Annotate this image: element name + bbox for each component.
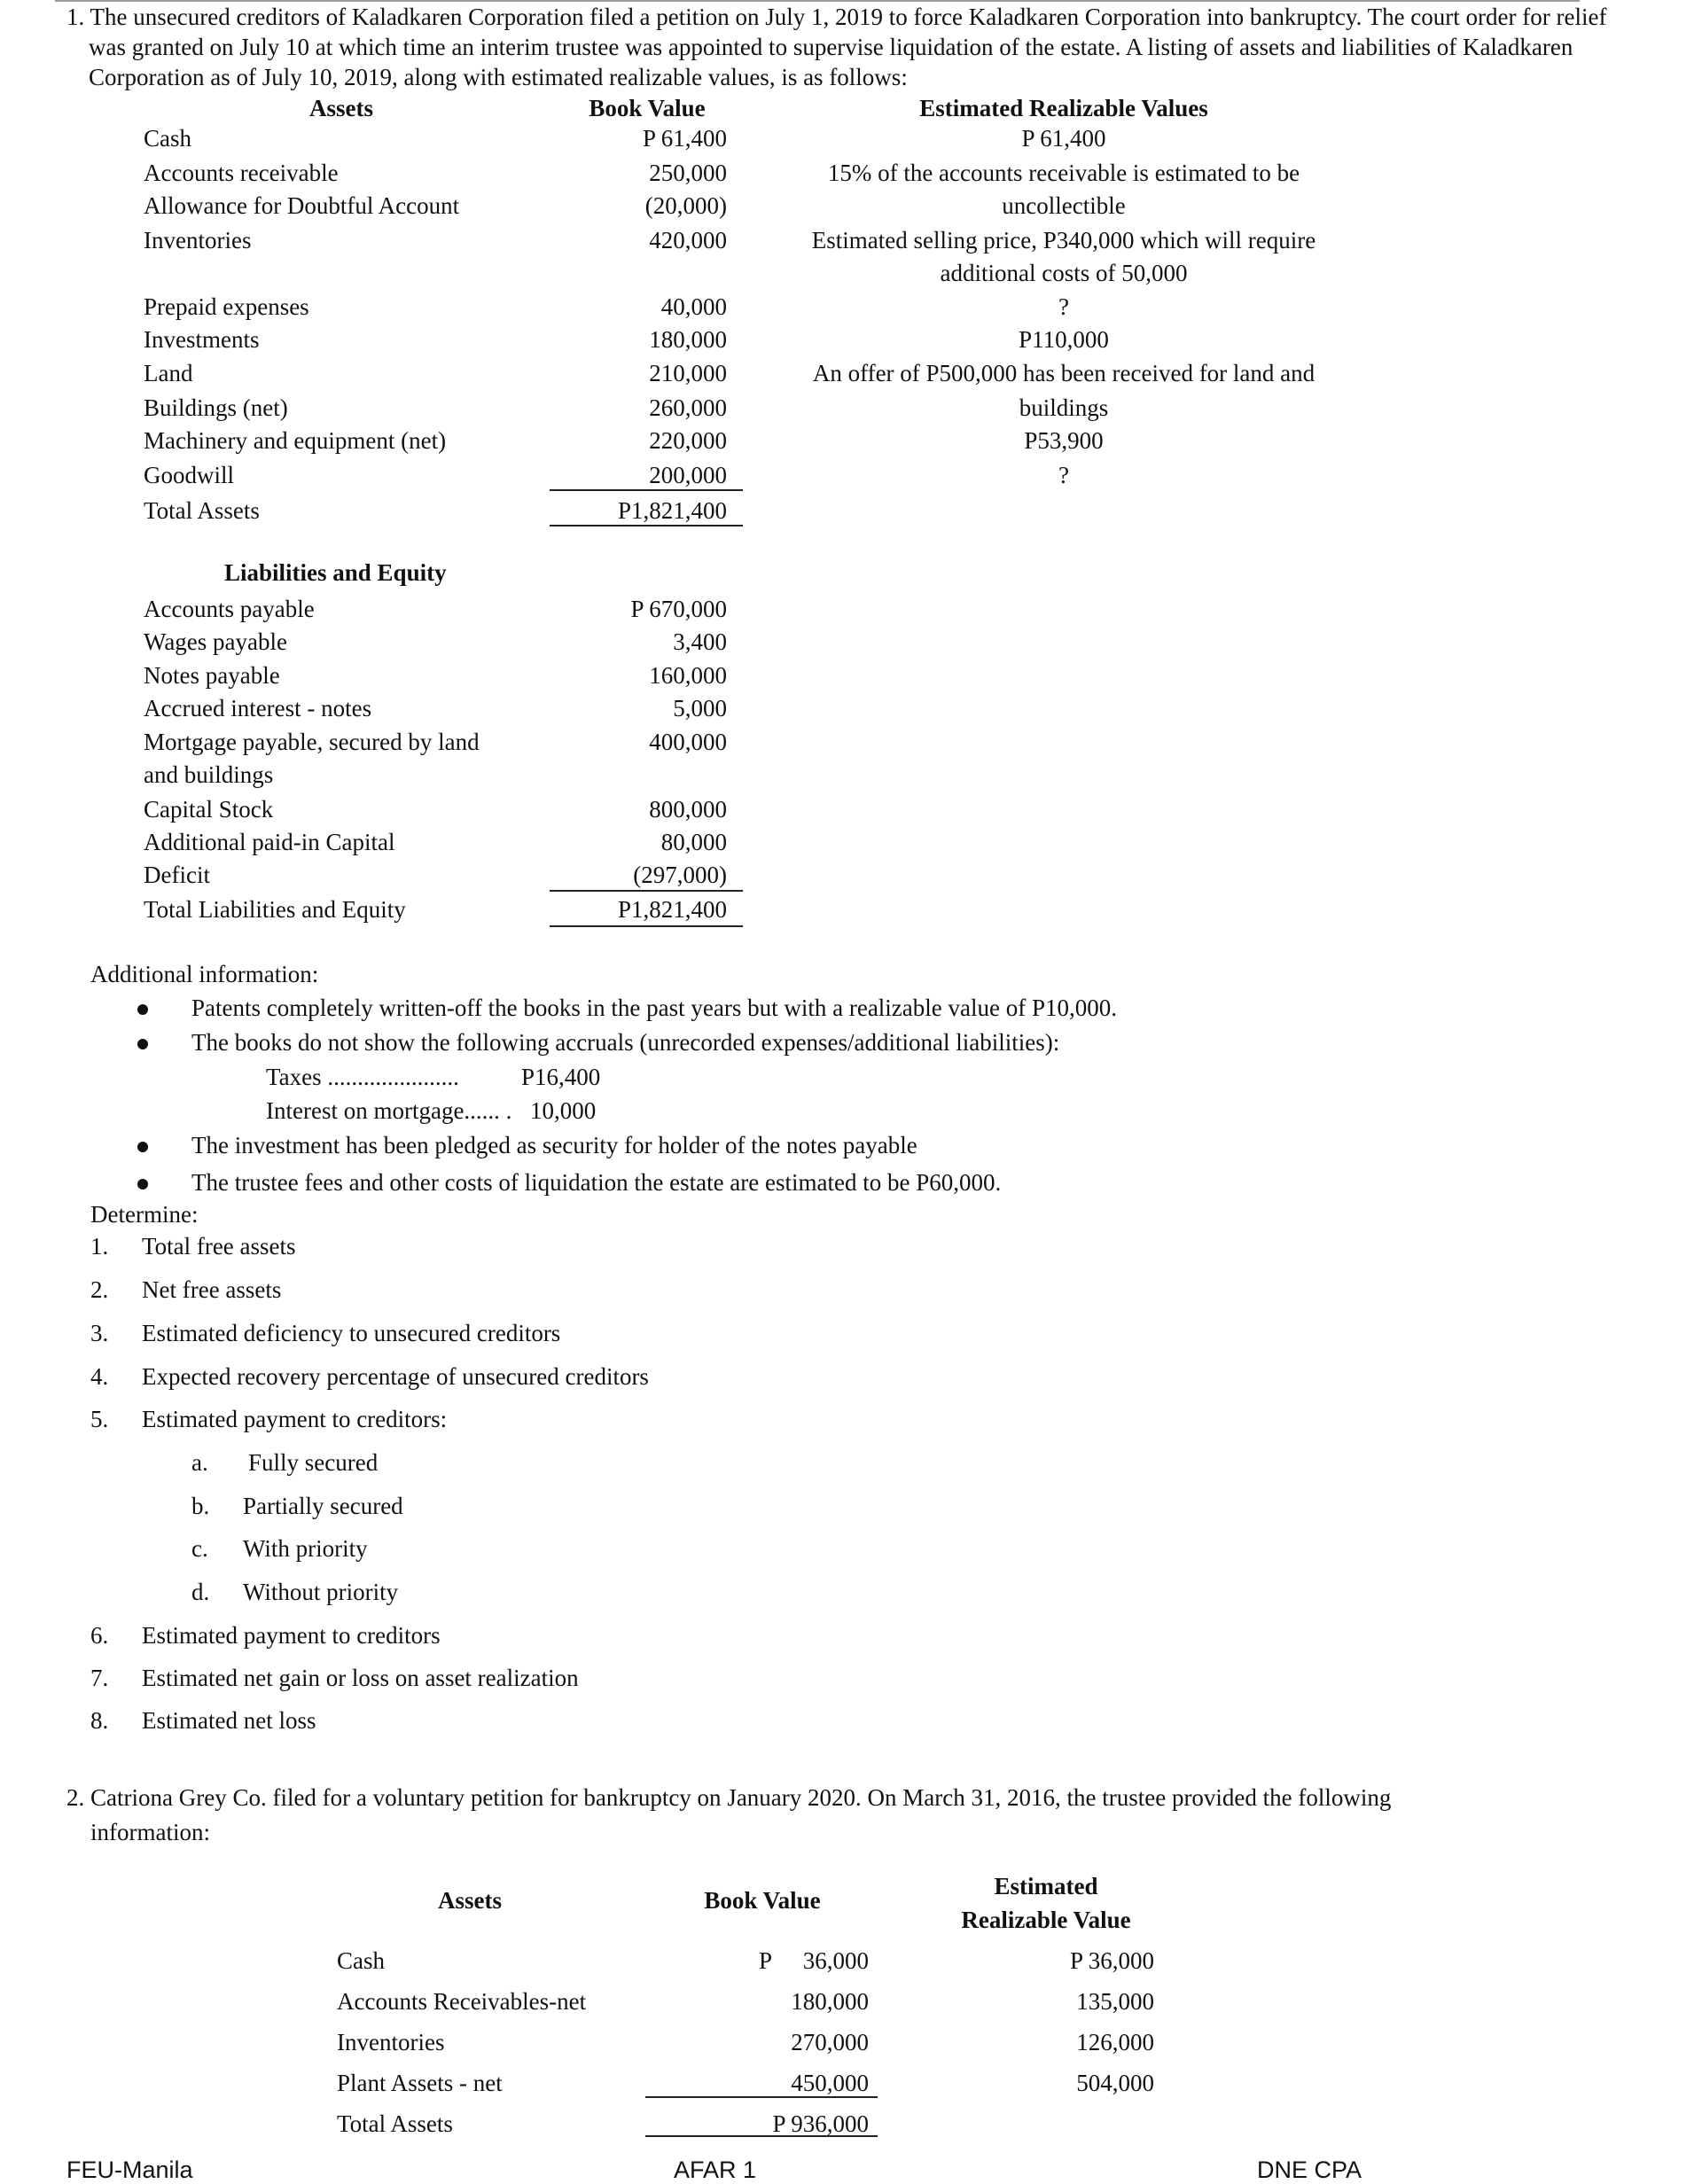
liability-name: Wages payable — [144, 628, 287, 655]
liability-book-value: 5,000 — [673, 695, 727, 722]
asset-name: Buildings (net) — [144, 394, 288, 421]
liability-name: Deficit — [144, 862, 210, 888]
p2-realizable-value: 504,000 — [1076, 2070, 1154, 2096]
asset-realizable-value: An offer of P500,000 has been received for land and — [812, 360, 1316, 386]
asset-book-value: 260,000 — [649, 394, 727, 421]
asset-name: Machinery and equipment (net) — [144, 427, 447, 454]
liability-book-value: 3,400 — [673, 628, 727, 655]
determine-number: 5. — [90, 1406, 109, 1432]
asset-name: Accounts receivable — [144, 160, 339, 186]
asset-name: Land — [144, 360, 193, 386]
problem-2-intro-line-1: 2. Catriona Grey Co. filed for a voluntary petition for bankruptcy on January 2020. On March 31, 2016, the trustee provided the following — [66, 1784, 1392, 1811]
liability-book-value: P1,821,400 — [617, 896, 727, 923]
additional-item-1: Patents completely written-off the books in the past years but with a realizable value of P10,000. — [191, 994, 1117, 1021]
determine-number: 2. — [90, 1276, 109, 1303]
asset-name: Investments — [144, 326, 260, 353]
liability-book-value: (297,000) — [633, 862, 727, 888]
asset-realizable-value: P53,900 — [1024, 427, 1104, 454]
asset-realizable-value: buildings — [1019, 394, 1109, 421]
asset-realizable-value: Estimated selling price, P340,000 which will require — [811, 227, 1316, 254]
determine-number: 8. — [90, 1707, 109, 1734]
liability-name: Mortgage payable, secured by land — [144, 729, 480, 755]
p2-asset-name: Cash — [337, 1947, 385, 1974]
total-liab-rule-top — [550, 890, 743, 892]
determine-item: Estimated net loss — [142, 1707, 316, 1734]
p2-total-rule-bottom — [645, 2135, 878, 2137]
asset-name: Goodwill — [144, 462, 235, 488]
sub-item: Without priority — [243, 1579, 399, 1605]
total-assets-rule-top — [550, 489, 743, 491]
sub-letter: a. — [191, 1449, 208, 1476]
liability-book-value: P 670,000 — [630, 596, 727, 622]
problem-2-intro-line-2: information: — [90, 1819, 210, 1845]
p2-asset-name: Inventories — [337, 2029, 445, 2055]
accrual-taxes-value: P16,400 — [521, 1064, 601, 1090]
p2-asset-name: Accounts Receivables-net — [337, 1988, 587, 2015]
liability-name: Total Liabilities and Equity — [144, 896, 406, 923]
asset-realizable-value: additional costs of 50,000 — [940, 260, 1188, 286]
total-assets-rule-bottom — [550, 525, 743, 526]
liabilities-equity-header: Liabilities and Equity — [224, 559, 447, 586]
total-liab-rule-bottom — [550, 925, 743, 927]
sub-letter: b. — [191, 1493, 210, 1519]
footer-center: AFAR 1 — [674, 2157, 757, 2183]
determine-number: 3. — [90, 1320, 109, 1346]
p2-erv-header-line-1: Estimated — [994, 1873, 1098, 1899]
problem-1-intro: 1. The unsecured creditors of Kaladkaren Corporation filed a petition on July 1, 2019 to force Kaladkaren Corporation into bankruptcy. The court order for relief was granted on July 10 at which time an interim trustee was appointed to supervise liquidation of the estate. A listing of assets and liabilities of Kaladkaren Corporation as of July 10, 2019, along with estimated realizable values, is as follows: — [66, 4, 1607, 90]
bullet-2 — [137, 1039, 148, 1049]
accrual-taxes-label: Taxes ...................... — [266, 1064, 459, 1090]
determine-item: Estimated net gain or loss on asset realization — [142, 1665, 579, 1691]
liability-name: Accrued interest - notes — [144, 695, 372, 722]
liability-name: Additional paid-in Capital — [144, 829, 395, 855]
p2-asset-name: Plant Assets - net — [337, 2070, 503, 2096]
liability-name: Accounts payable — [144, 596, 315, 622]
determine-item: Total free assets — [142, 1233, 296, 1260]
p2-book-value: P 936,000 — [772, 2110, 869, 2137]
asset-book-value: 250,000 — [649, 160, 727, 186]
p2-book-value: 270,000 — [791, 2029, 869, 2055]
asset-name: Allowance for Doubtful Account — [144, 192, 460, 219]
p2-book-value: 180,000 — [791, 1988, 869, 2015]
determine-item: Estimated payment to creditors: — [142, 1406, 448, 1432]
asset-realizable-value: uncollectible — [1002, 192, 1126, 219]
p2-realizable-value: 126,000 — [1076, 2029, 1154, 2055]
determine-number: 7. — [90, 1665, 109, 1691]
asset-book-value: 40,000 — [660, 293, 727, 320]
p2-realizable-value: 135,000 — [1076, 1988, 1154, 2015]
p2-erv-header-line-2: Realizable Value — [961, 1907, 1131, 1933]
determine-item: Expected recovery percentage of unsecured creditors — [142, 1363, 649, 1390]
determine-item: Net free assets — [142, 1276, 282, 1303]
p2-assets-header: Assets — [438, 1887, 502, 1914]
sub-item: Partially secured — [243, 1493, 403, 1519]
sub-letter: d. — [191, 1579, 210, 1605]
p2-book-value-header: Book Value — [704, 1887, 821, 1914]
sub-letter: c. — [191, 1535, 208, 1562]
bullet-1 — [137, 1004, 148, 1015]
footer-right: DNE CPA — [1257, 2157, 1362, 2183]
accrual-interest-value: 10,000 — [530, 1097, 597, 1124]
p2-realizable-value: P 36,000 — [1069, 1947, 1154, 1974]
determine-number: 4. — [90, 1363, 109, 1390]
liability-book-value: 400,000 — [649, 729, 727, 755]
sub-item: Fully secured — [248, 1449, 379, 1476]
asset-realizable-value: ? — [1058, 462, 1069, 488]
liability-name: Capital Stock — [144, 796, 274, 823]
asset-name: Total Assets — [144, 497, 260, 524]
asset-book-value: 420,000 — [649, 227, 727, 254]
assets-header: Assets — [309, 95, 373, 121]
determine-item: Estimated payment to creditors — [142, 1622, 441, 1649]
determine-item: Estimated deficiency to unsecured creditors — [142, 1320, 561, 1346]
additional-info-label: Additional information: — [90, 961, 319, 987]
liability-book-value: 80,000 — [660, 829, 727, 855]
footer-left: FEU-Manila — [66, 2157, 193, 2183]
asset-realizable-value: P110,000 — [1019, 326, 1109, 353]
bullet-3 — [137, 1142, 148, 1152]
additional-item-3: The investment has been pledged as security for holder of the notes payable — [191, 1132, 917, 1158]
liability-name: and buildings — [144, 761, 274, 788]
book-value-header: Book Value — [589, 95, 706, 121]
p2-book-value: 36,000 — [802, 1947, 869, 1974]
accrual-interest-label: Interest on mortgage...... . — [266, 1097, 512, 1124]
liability-book-value: 800,000 — [649, 796, 727, 823]
determine-number: 6. — [90, 1622, 109, 1649]
bullet-4 — [137, 1179, 148, 1190]
asset-realizable-value: P 61,400 — [1021, 125, 1106, 152]
asset-name: Prepaid expenses — [144, 293, 309, 320]
additional-item-4: The trustee fees and other costs of liquidation the estate are estimated to be P60,000. — [191, 1169, 1002, 1196]
determine-number: 1. — [90, 1233, 109, 1260]
liability-name: Notes payable — [144, 662, 280, 689]
p2-book-value: 450,000 — [791, 2070, 869, 2096]
p2-total-rule-top — [645, 2096, 878, 2098]
p2-asset-name: Total Assets — [337, 2110, 453, 2137]
asset-book-value: P 61,400 — [642, 125, 727, 152]
sub-item: With priority — [243, 1535, 368, 1562]
asset-book-value: 210,000 — [649, 360, 727, 386]
asset-book-value: P1,821,400 — [617, 497, 727, 524]
asset-realizable-value: ? — [1058, 293, 1069, 320]
asset-book-value: (20,000) — [644, 192, 727, 219]
p2-currency-prefix: P — [759, 1947, 773, 1974]
additional-item-2: The books do not show the following accruals (unrecorded expenses/additional liabilities): — [191, 1029, 1060, 1056]
asset-book-value: 220,000 — [649, 427, 727, 454]
liability-book-value: 160,000 — [649, 662, 727, 689]
asset-realizable-value: 15% of the accounts receivable is estimated to be — [827, 160, 1300, 186]
asset-name: Cash — [144, 125, 191, 152]
asset-book-value: 200,000 — [649, 462, 727, 488]
realizable-values-header: Estimated Realizable Values — [919, 95, 1208, 121]
determine-label: Determine: — [90, 1201, 199, 1228]
asset-name: Inventories — [144, 227, 252, 254]
asset-book-value: 180,000 — [649, 326, 727, 353]
